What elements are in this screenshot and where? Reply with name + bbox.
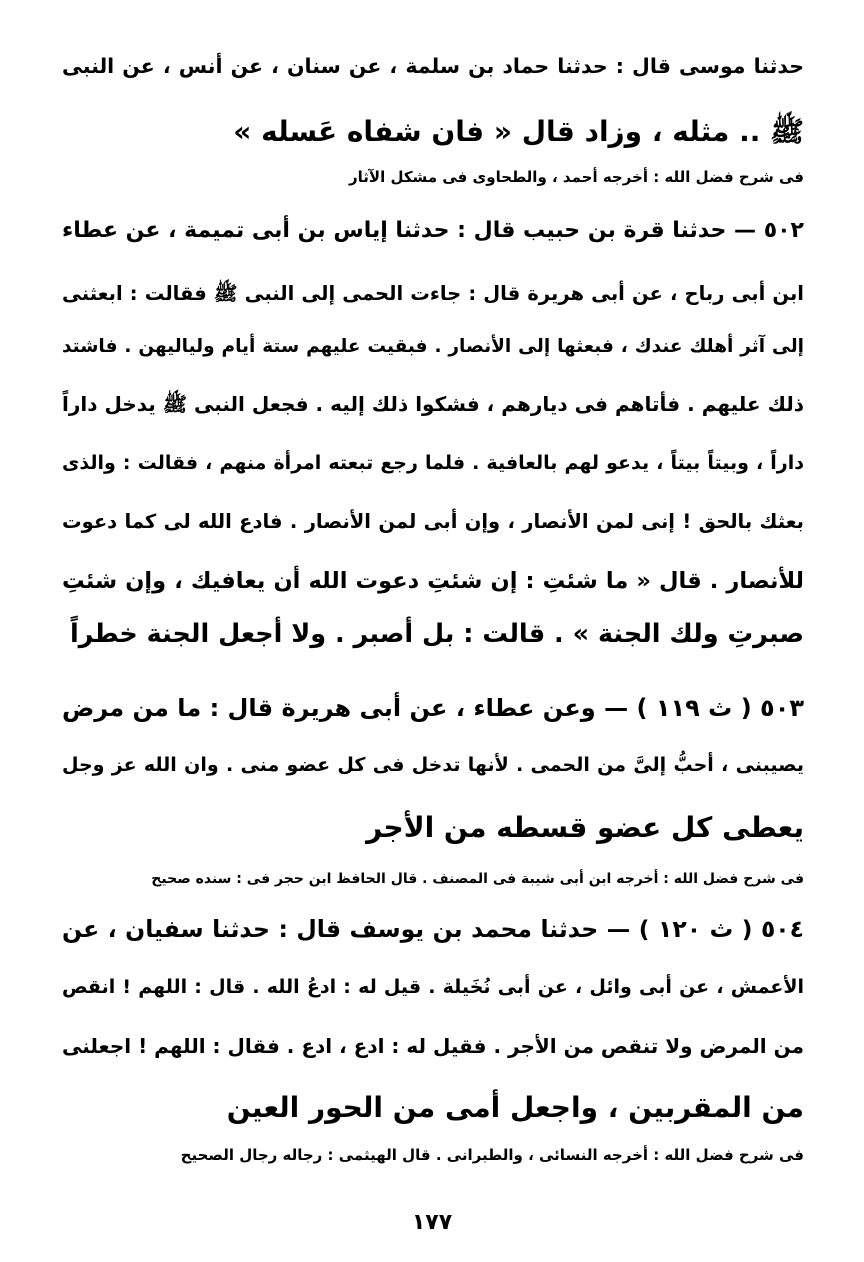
text-line: يعطى كل عضو قسطه من الأجر [366,811,804,844]
hadith-504-heading: ٥٠٤ ( ث ١٢٠ ) — حدثنا محمد بن يوسف قال : حدثنا سفيان ، عن [62,915,804,943]
text-line: حدثنا موسى قال : حدثنا حماد بن سلمة ، عن سنان ، عن أنس ، عن النبى [62,54,804,78]
text-line: بعثك بالحق ! إنى لمن الأنصار ، وإن أبى لمن الأنصار . فادع الله لى كما دعوت [62,510,804,533]
footnote: فى شرح فضل الله : أخرجه أحمد ، والطحاوى فى مشكل الآثار [349,168,804,186]
text-line: الأعمش ، عن أبى وائل ، عن أبى نُخَيلة . قيل له : ادعُ الله . قال : اللهم ! انقص [62,976,804,998]
text-line: من المرض ولا تنقص من الأجر . فقيل له : ادع ، ادع . فقال : اللهم ! اجعلنى [61,1034,804,1058]
hadith-503-heading: ٥٠٣ ( ث ١١٩ ) — وعن عطاء ، عن أبى هريرة قال : ما من مرض [62,694,804,722]
text-line: داراً ، وبيتاً بيتاً ، يدعو لهم بالعافية . فلما رجع تبعته امرأة منهم ، فقالت : والذى [62,452,804,474]
text-line: للأنصار . قال « ما شئتِ : إن شئتِ دعوت الله أن يعافيك ، وإن شئتِ [62,568,804,594]
text-line: يصيبنى ، أحبُّ إلىَّ من الحمى . لأنها تدخل فى كل عضو منى . وان الله عز وجل [62,754,804,776]
text-line: صبرتِ ولك الجنة » . قالت : بل أصبر . ولا أجعل الجنة خطراً [69,619,804,649]
text-line: إلى آثر أهلك عندك ، فبعثها إلى الأنصار . فبقيت عليهم ستة أيام ولياليهن . فاشتد [62,336,804,357]
footnote: فى شرح فضل الله : أخرجه النسائى ، والطبرانى . قال الهيثمى : رجاله رجال الصحيح [180,1146,804,1164]
text-line: ذلك عليهم . فأتاهم فى ديارهم ، فشكوا ذلك إليه . فجعل النبى ﷺ يدخل داراً [62,392,804,416]
hadith-502-heading: ٥٠٢ — حدثنا قرة بن حبيب قال : حدثنا إياس بن أبى تميمة ، عن عطاء [62,218,804,243]
footnote: فى شرح فضل الله : أخرجه ابن أبى شيبة فى المصنف . قال الحافظ ابن حجر فى : سنده صحيح [151,871,804,887]
page-number: ١٧٧ [411,1210,453,1235]
text-line: من المقربين ، واجعل أمى من الحور العين [226,1091,804,1124]
text-line: ابن أبى رباح ، عن أبى هريرة قال : جاءت الحمى إلى النبى ﷺ فقالت : ابعثنى [62,282,804,305]
text-line: ﷺ .. مثله ، وزاد قال « فان شفاه عَسله » [233,115,804,148]
